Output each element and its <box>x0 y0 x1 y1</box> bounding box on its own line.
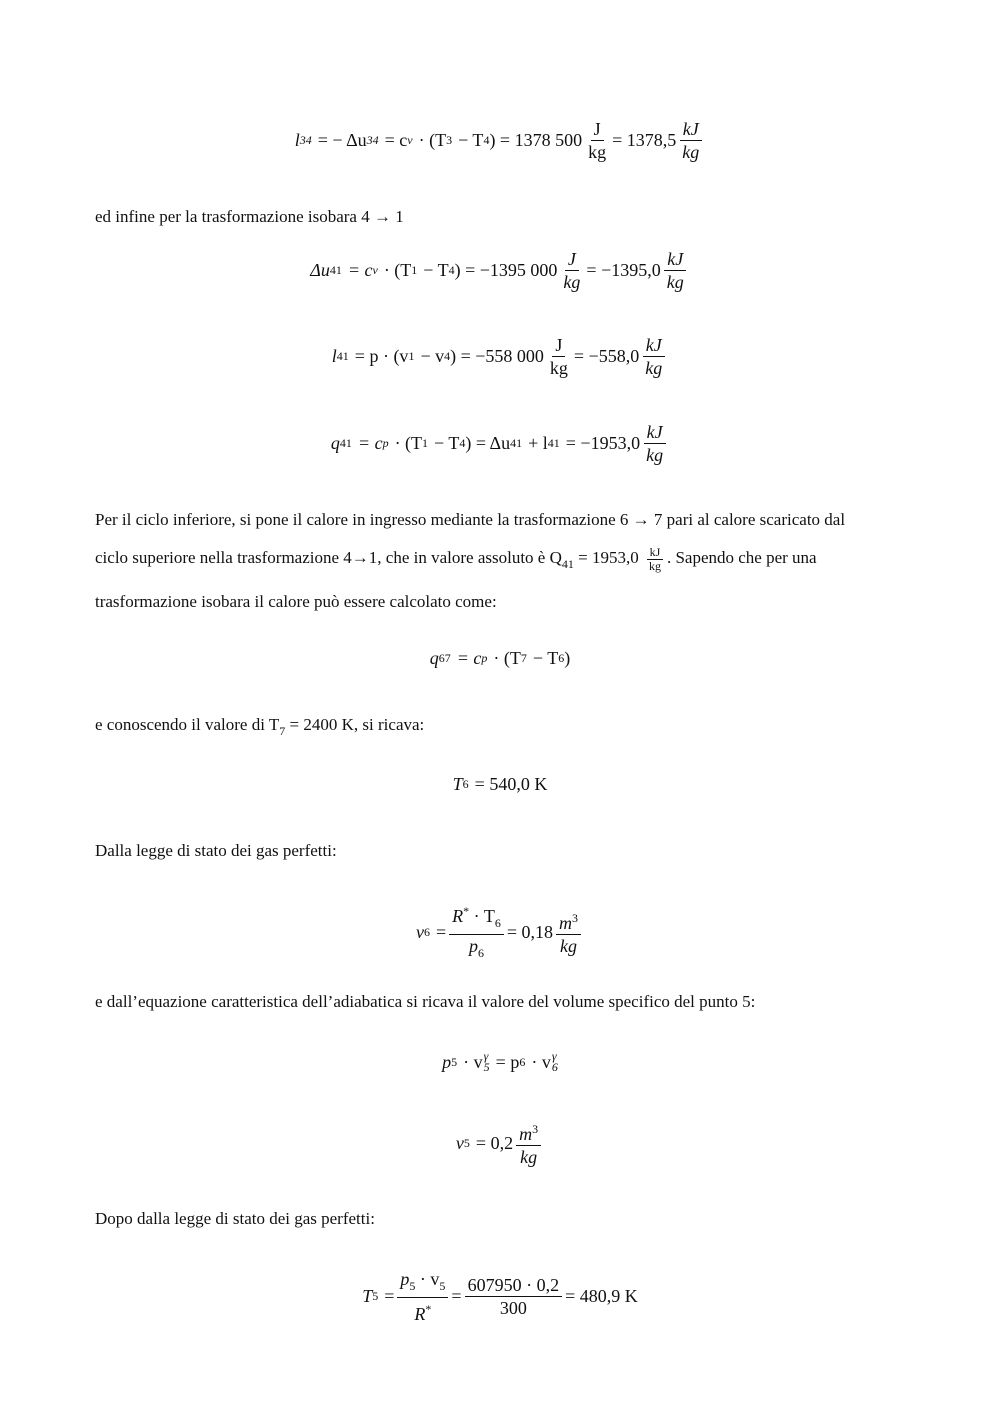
subscript: 6 <box>424 924 430 939</box>
text: · (T <box>493 648 521 668</box>
subscript: 41 <box>561 557 574 571</box>
fraction-unit <box>679 118 702 163</box>
text: − T <box>532 648 559 668</box>
subscript: v <box>372 263 378 277</box>
denominator: kg <box>559 936 577 956</box>
text: ) <box>564 648 571 668</box>
text: m <box>519 1124 533 1144</box>
text: · v <box>419 1269 440 1289</box>
superscript: γ <box>483 1049 489 1063</box>
denominator <box>411 1298 434 1325</box>
fraction-unit <box>664 248 687 293</box>
text: ) = 1378 500 <box>489 130 583 150</box>
fraction-unit <box>646 546 664 573</box>
text: p <box>442 1051 452 1072</box>
text-line <box>95 539 905 583</box>
equation-v6 <box>0 900 1000 964</box>
text: · (T <box>418 130 447 150</box>
text: = <box>436 921 447 942</box>
text: = c <box>347 260 373 280</box>
symbol: T <box>268 715 280 734</box>
text: = − Δu <box>317 130 367 150</box>
paragraph-3 <box>95 706 905 750</box>
text: = 480,9 K <box>565 1286 638 1306</box>
denominator: kg <box>588 142 607 162</box>
text: = −1953,0 <box>565 433 641 453</box>
numerator: kJ <box>680 118 702 141</box>
subscript: p <box>481 651 488 665</box>
subscript: 1 <box>422 436 429 450</box>
denominator: kg <box>648 558 661 573</box>
text: · (T <box>383 260 412 280</box>
fraction-unit <box>585 118 609 163</box>
text: q <box>429 648 439 668</box>
sup-sub <box>552 1051 558 1073</box>
text: = 0,18 <box>506 921 553 942</box>
text: = 540,0 K <box>474 774 548 794</box>
subscript: 41 <box>336 349 349 363</box>
text: . Sapendo che per una <box>666 548 817 567</box>
subscript: 6 <box>551 1060 558 1074</box>
text: = <box>451 1286 462 1306</box>
text: − T <box>458 130 484 150</box>
numerator: J <box>565 248 579 271</box>
numerator <box>556 907 581 935</box>
subscript: 41 <box>329 263 342 277</box>
fraction <box>449 900 504 964</box>
equation-t5 <box>0 1268 1000 1325</box>
text: + l <box>528 433 548 453</box>
subscript: 5 <box>451 1054 458 1069</box>
equation-q41 <box>0 421 1000 466</box>
text: Dalla legge di stato dei gas perfetti: <box>95 841 337 860</box>
text: = c <box>357 433 383 453</box>
text: = −558,0 <box>573 346 640 366</box>
subscript: 1 <box>408 349 415 363</box>
numerator <box>516 1118 541 1146</box>
text: = 1953,0 <box>578 548 639 567</box>
symbol: l <box>294 130 300 150</box>
equation-t6 <box>0 774 1000 795</box>
text: R <box>452 906 464 926</box>
subscript: 7 <box>520 651 527 665</box>
numerator <box>449 900 504 935</box>
fraction <box>465 1274 563 1319</box>
subscript: 4 <box>444 349 451 363</box>
text: p <box>400 1269 410 1289</box>
paragraph-4 <box>95 832 905 870</box>
text: − T <box>434 433 460 453</box>
denominator: kg <box>520 1147 538 1167</box>
subscript: 6 <box>494 916 501 930</box>
text: · T <box>473 906 495 926</box>
denominator: kg <box>682 142 700 162</box>
paragraph-5 <box>95 983 905 1021</box>
denominator: kg <box>549 358 568 378</box>
paragraph-1 <box>95 198 905 236</box>
subscript: 34 <box>299 133 312 147</box>
text: ) = −558 000 <box>450 346 544 366</box>
text: ed infine per la trasformazione isobara 4 → 1 <box>95 207 404 226</box>
fraction-unit <box>643 421 666 466</box>
subscript: 5 <box>409 1279 416 1293</box>
text: = p · (v <box>354 346 409 366</box>
subscript: 5 <box>439 1279 446 1293</box>
text-line: Per il ciclo inferiore, si pone il calore in ingresso mediante la trasformazione 6 → 7 pari al calore scaricato dal <box>95 510 846 529</box>
text: = c <box>456 648 482 668</box>
text: R <box>414 1304 426 1324</box>
text: ) = Δu <box>465 433 511 453</box>
symbol: Q <box>549 548 562 567</box>
numerator: 607950 · 0,2 <box>465 1274 563 1297</box>
superscript: * <box>425 1302 432 1316</box>
text: = 2400 K <box>289 715 354 734</box>
subscript: 34 <box>366 133 379 147</box>
subscript: 5 <box>372 1289 379 1303</box>
text: = p <box>495 1051 520 1072</box>
subscript: 41 <box>510 436 523 450</box>
subscript: 4 <box>483 133 490 147</box>
paragraph-2 <box>95 501 905 621</box>
fraction-unit <box>556 907 581 957</box>
paragraph-6 <box>95 1200 905 1238</box>
text: = 0,2 <box>475 1132 514 1153</box>
denominator: kg <box>646 445 664 465</box>
numerator: kJ <box>643 334 665 357</box>
text: ciclo superiore nella trasformazione 4→1, che in valore assoluto è <box>95 548 546 567</box>
subscript: 41 <box>339 436 352 450</box>
text: e conoscendo il valore di <box>95 715 265 734</box>
numerator: kJ <box>647 546 664 560</box>
text: l <box>331 346 337 366</box>
subscript: 3 <box>446 133 453 147</box>
denominator: kg <box>666 272 684 292</box>
denominator <box>466 935 487 964</box>
text: m <box>558 913 572 933</box>
text: = −1395,0 <box>586 260 661 280</box>
equation-l41 <box>0 334 1000 379</box>
numerator: kJ <box>644 421 666 444</box>
sup-sub <box>484 1051 490 1073</box>
equation-q67 <box>0 648 1000 669</box>
text: − v <box>420 346 445 366</box>
fraction <box>397 1268 448 1325</box>
text: · v <box>463 1051 483 1072</box>
equation-l34 <box>0 118 1000 163</box>
subscript: 6 <box>519 1054 526 1069</box>
subscript: v <box>407 133 413 147</box>
subscript: 1 <box>411 263 418 277</box>
superscript: 3 <box>532 1122 539 1136</box>
text: , si ricava: <box>353 715 425 734</box>
numerator: kJ <box>664 248 686 271</box>
text: − T <box>423 260 449 280</box>
text: p <box>468 936 478 956</box>
superscript: * <box>463 904 470 918</box>
symbol: T <box>362 1286 373 1306</box>
equation-du41 <box>0 248 1000 293</box>
text-line: trasformazione isobara il calore può essere calcolato come: <box>95 592 497 611</box>
fraction-unit <box>547 334 571 379</box>
text: e dall’equazione caratteristica dell’adiabatica si ricava il valore del volume specifico del punto 5: <box>95 992 756 1011</box>
denominator: kg <box>645 358 663 378</box>
text: · (T <box>394 433 423 453</box>
text: · v <box>531 1051 551 1072</box>
subscript: 4 <box>448 263 455 277</box>
text: Δu <box>310 260 330 280</box>
superscript: 3 <box>571 911 578 925</box>
text: = c <box>384 130 408 150</box>
text: ) = −1395 000 <box>454 260 558 280</box>
subscript: p <box>382 436 389 450</box>
subscript: 67 <box>438 651 451 665</box>
equation-adiabatic <box>0 1051 1000 1073</box>
subscript: 6 <box>462 777 469 791</box>
text-line <box>95 706 905 750</box>
text: = 1378,5 <box>612 130 677 150</box>
subscript: 6 <box>477 946 484 960</box>
subscript: 41 <box>547 436 560 450</box>
equation-v5 <box>0 1118 1000 1168</box>
subscript: 4 <box>459 436 466 450</box>
text: T <box>452 774 463 794</box>
text: = <box>384 1286 395 1306</box>
subscript: 5 <box>463 1135 470 1150</box>
fraction-unit <box>642 334 665 379</box>
superscript: γ <box>551 1049 557 1063</box>
symbol: v <box>416 921 424 942</box>
subscript: 7 <box>279 724 286 738</box>
text: Dopo dalla legge di stato dei gas perfetti: <box>95 1209 375 1228</box>
numerator: J <box>591 118 604 141</box>
text: q <box>330 433 340 453</box>
numerator: J <box>552 334 565 357</box>
denominator: 300 <box>499 1298 527 1318</box>
subscript: 6 <box>558 651 565 665</box>
fraction-unit <box>516 1118 541 1168</box>
numerator <box>397 1268 448 1298</box>
fraction-unit <box>560 248 583 293</box>
subscript: 5 <box>483 1060 490 1074</box>
denominator: kg <box>563 272 581 292</box>
symbol: v <box>455 1132 464 1153</box>
